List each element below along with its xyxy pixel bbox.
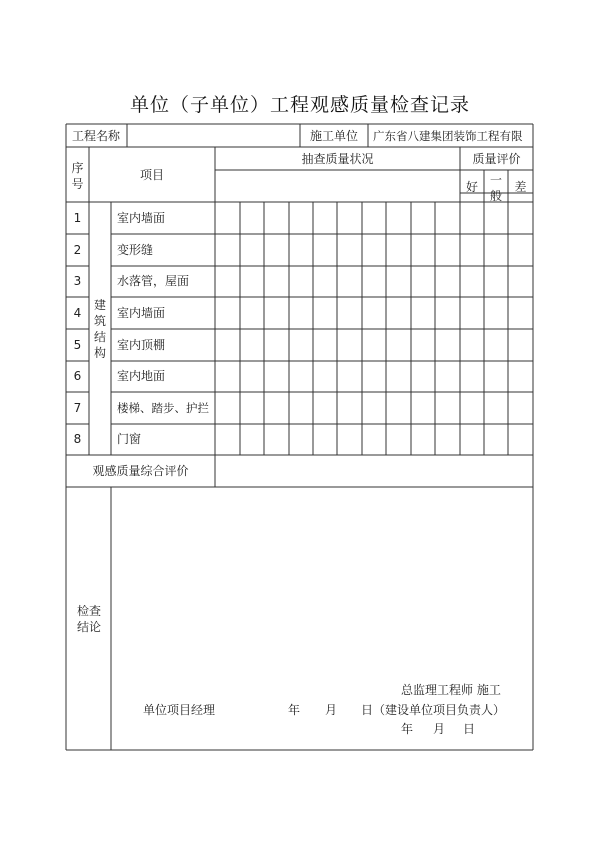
- row-number: 1: [73, 211, 82, 225]
- row-number: 2: [73, 243, 82, 257]
- row-number: 8: [73, 432, 82, 446]
- day-label-2: 日: [463, 722, 476, 736]
- conclusion-label: 检查结论: [76, 604, 101, 634]
- row-number: 6: [73, 369, 82, 383]
- row-number: 5: [73, 338, 82, 352]
- row-number: 7: [73, 401, 82, 415]
- project-name-value[interactable]: [132, 129, 292, 143]
- contractor-label: 施工单位: [310, 129, 359, 143]
- category-label: 建筑结构: [93, 298, 106, 360]
- seq-column-header: 序号: [71, 161, 84, 191]
- row-item: 室内顶棚: [117, 338, 166, 352]
- item-column-header: 项目: [139, 168, 164, 182]
- owner-rep-label: （建设单位项目负责人）: [373, 703, 506, 717]
- sampling-column-header: 抽查质量状况: [301, 152, 374, 166]
- grade-good-header: 好: [465, 180, 478, 194]
- month-label-2: 月: [433, 722, 446, 736]
- page-title: 单位（子单位）工程观感质量检查记录: [129, 94, 470, 116]
- row-item: 室内地面: [117, 369, 166, 383]
- row-item: 室内墙面: [117, 306, 166, 320]
- day-label: 日: [361, 703, 374, 717]
- year-label: 年: [288, 703, 301, 717]
- row-item: 楼梯、踏步、护拦: [117, 401, 209, 415]
- contractor-value[interactable]: 广东省八建集团装饰工程有限: [373, 129, 523, 143]
- year-label-2: 年: [401, 722, 414, 736]
- row-item: 门窗: [117, 432, 142, 446]
- row-item: 水落管，屋面: [117, 274, 190, 288]
- grade-poor-header: 差: [514, 180, 527, 194]
- unit-manager-label: 单位项目经理: [143, 703, 216, 717]
- chief-engineer-label: 总监理工程师 施工: [401, 683, 501, 697]
- grade-normal-header: 一般: [489, 173, 502, 203]
- project-name-label: 工程名称: [72, 129, 121, 143]
- row-item: 变形缝: [117, 243, 154, 257]
- overall-evaluation-label: 观感质量综合评价: [92, 464, 189, 478]
- row-number: 3: [73, 274, 82, 288]
- month-label: 月: [325, 703, 338, 717]
- row-item: 室内墙面: [117, 211, 166, 225]
- row-number: 4: [73, 306, 82, 320]
- conclusion-field[interactable]: [116, 492, 528, 672]
- quality-column-header: 质量评价: [472, 152, 521, 166]
- overall-evaluation-field[interactable]: [220, 460, 528, 482]
